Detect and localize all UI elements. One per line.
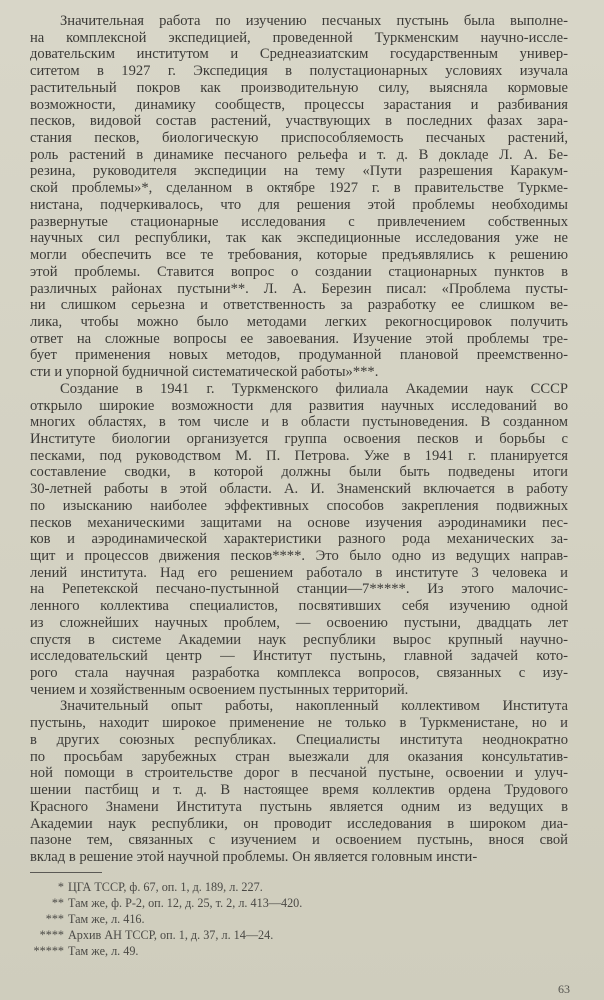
footnote — [30, 879, 530, 895]
footnote-text: Там же, ф. Р-2, оп. 12, д. 25, т. 2, л. 413—420. — [68, 896, 303, 910]
text-line: на Репетекской песчано-пустынной станции—7*****. Из этого малочис- — [30, 581, 568, 598]
text-line: исследовательский центр — Институт пустынь, главной задачей кото- — [30, 648, 568, 665]
paragraph — [30, 13, 568, 381]
footnote-text: Архив АН ТССР, оп. 1, д. 37, л. 14—24. — [68, 928, 274, 942]
text-line: ков и аэродинамической характеристики разного рода механических за- — [30, 531, 568, 548]
text-line: Создание в 1941 г. Туркменского филиала Академии наук СССР — [60, 380, 568, 397]
text-line: составление сводки, в которой должны были быть подведены итоги — [30, 464, 568, 481]
text-line: на комплексной экспедицией, проведенной Туркменским научно-иссле- — [30, 29, 568, 46]
footnotes — [30, 879, 530, 959]
footnote-text: Там же, л. 416. — [68, 912, 145, 926]
footnote-marker: * — [57, 880, 64, 894]
text-line: песков, видовой состав растений, участвующих в последних фазах зара- — [30, 113, 568, 130]
text-line: Институте биологии организуется группа освоения песков и борьбы с — [30, 430, 568, 447]
text-line: Значительный опыт работы, накопленный коллективом Института — [60, 698, 568, 715]
footnote-marker: **** — [39, 928, 64, 942]
footnote-marker: ***** — [33, 944, 64, 958]
text-line: чением и хозяйственным освоением пустынных территорий. — [30, 681, 409, 698]
text-line: роль растений в динамике песчаного рельефа и т. д. В докладе Л. А. Бе- — [30, 146, 568, 163]
text-line: спустя в системе Академии наук республики вырос крупный научно- — [30, 631, 568, 648]
text-line: развернутые стационарные исследования с привлечением собственных — [30, 213, 568, 230]
text-line: лика, чтобы можно было методами легких рекогносцировок получить — [30, 313, 568, 330]
text-line: этой проблемы. Ставится вопрос о создании стационарных пунктов в — [30, 263, 568, 280]
text-line: в других союзных республиках. Специалисты института неоднократно — [30, 731, 568, 748]
footnote-text: ЦГА ТССР, ф. 67, оп. 1, д. 189, л. 227. — [68, 880, 263, 894]
page-number: 63 — [558, 982, 570, 996]
footnote-marker: *** — [45, 912, 64, 926]
text-line: лений института. Над его решением работало в институте 3 человека и — [30, 564, 568, 581]
text-line: ленного коллектива специалистов, посвятивших себя изучению одной — [30, 598, 568, 615]
footnote-divider — [30, 872, 102, 873]
text-line: сти и упорной будничной систематической работы»***. — [30, 364, 379, 381]
text-line: 30-летней работы в этой области. А. И. Знаменский включается в работу — [30, 481, 568, 498]
text-line: из сложнейших научных проблем, — освоению пустыни, двадцать лет — [30, 614, 568, 631]
footnote — [30, 911, 530, 927]
text-line: пазоне тем, связанных с изучением и освоением пустынь, внося свой — [30, 832, 568, 849]
text-line: по просьбам зарубежных стран выезжали для оказания консультатив- — [30, 748, 568, 765]
text-line: ской проблемы»*, сделанном в октябре 1927 г. в правительстве Туркме- — [30, 180, 568, 197]
footnote-text: Там же, л. 49. — [68, 944, 139, 958]
text-line: ответ на сложные вопросы ее завоевания. Изучение этой проблемы тре- — [30, 330, 568, 347]
text-line: пустынь, находит широкое применение не только в Туркменистане, но и — [30, 715, 568, 732]
text-line: растительный покров как производительную силу, выясняла кормовые — [30, 79, 568, 96]
text-line: рого стала научная разработка комплекса вопросов, связанных с изу- — [30, 665, 568, 682]
text-line: бует применения новых методов, продуманной плановой преемственно- — [30, 347, 568, 364]
text-line: возможности, динамику сообществ, процессы зарастания и разбивания — [30, 96, 568, 113]
text-line: по изысканию наиболее эффективных способов закрепления подвижных — [30, 497, 568, 514]
text-line: различных районах пустыни**. Л. А. Березин писал: «Проблема пусты- — [30, 280, 568, 297]
footnote — [30, 927, 530, 943]
text-line: Академии наук республики, он проводит исследования в широком диа- — [30, 815, 568, 832]
text-line: Значительная работа по изучению песчаных пустынь была выполне- — [60, 13, 568, 29]
paragraph — [30, 698, 568, 865]
text-line: вклад в решение этой научной проблемы. Он является головным инсти- — [30, 848, 478, 865]
text-line: песками, под руководством М. П. Петрова. Уже в 1941 г. планируется — [30, 447, 568, 464]
text-line: ситетом в 1927 г. Экспедиция в полустационарных условиях изучала — [30, 63, 568, 80]
footnote-marker: ** — [51, 896, 64, 910]
text-line: ной помощи в строительстве дорог в песчаной пустыне, освоении и улуч- — [30, 765, 568, 782]
text-line: резина, руководителя экспедиции на тему «Пути разрешения Каракум- — [30, 163, 568, 180]
text-line: ни слишком серьезна и ответственность за разработку ее слишком ве- — [30, 297, 568, 314]
text-line: научных сил республики, так как экспедиционные исследования уже не — [30, 230, 568, 247]
text-line: могли обеспечить все те требования, которые предъявлялись к решению — [30, 247, 568, 264]
text-line: нистана, подчеркивалось, что для решения этой проблемы необходимы — [30, 196, 568, 213]
footnote — [30, 943, 530, 959]
paragraph — [30, 381, 568, 699]
text-line: открыло широкие возможности для развития научных исследований во — [30, 397, 568, 414]
footnote — [30, 895, 530, 911]
text-line: щит и процессов движения песков****. Это было одно из ведущих направ- — [30, 548, 568, 564]
text-line: довательским институтом и Среднеазиатским государственным универ- — [30, 46, 568, 63]
text-line: песков механическими защитами на основе изучения аэродинамики пес- — [30, 514, 568, 531]
main-text — [30, 13, 568, 866]
text-line: Красного Знамени Института пустынь является одним из ведущих в — [30, 798, 568, 815]
text-line: стания песков, биологическую приспособляемость песчаных растений, — [30, 130, 568, 147]
text-line: многих областях, в том числе и в области пустыноведения. В созданном — [30, 414, 568, 431]
text-line: шении пастбищ и т. д. В настоящее время коллектив ордена Трудового — [30, 782, 568, 799]
